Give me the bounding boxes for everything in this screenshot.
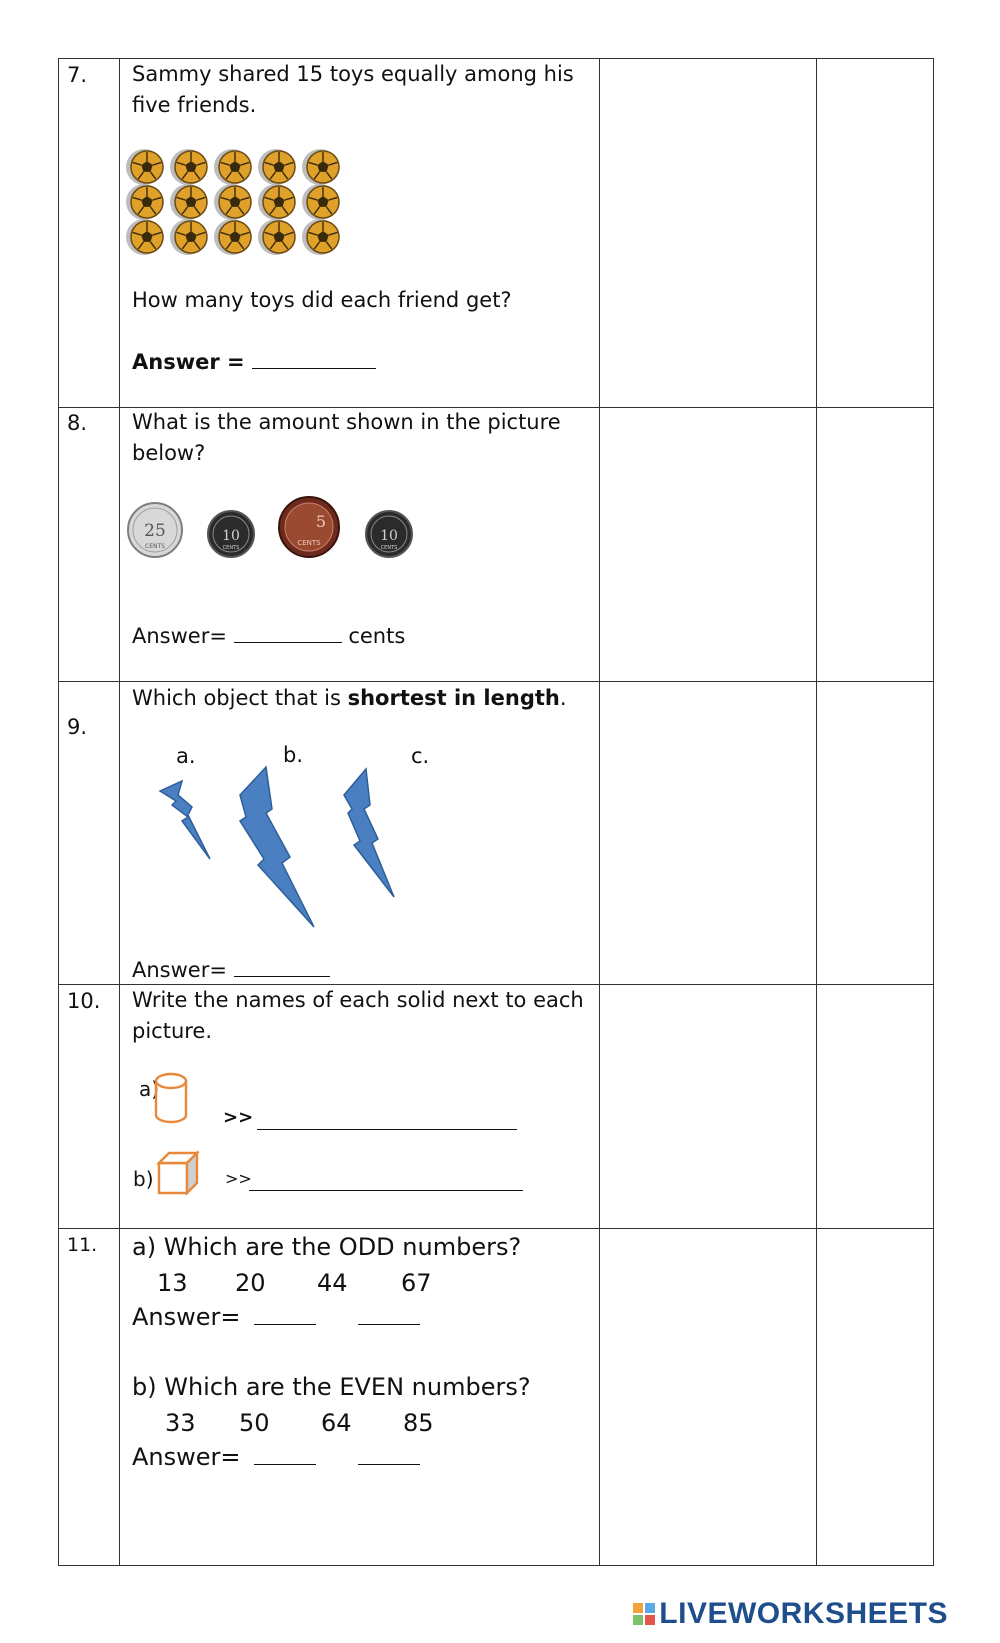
answer-equals: = — [227, 350, 245, 374]
number-option: 50 — [239, 1409, 270, 1437]
soccer-ball-icon — [258, 219, 295, 255]
column-divider — [816, 59, 817, 1565]
svg-text:10: 10 — [222, 528, 240, 544]
question-text: What is the amount shown in the picture below? — [132, 410, 561, 465]
coins-image — [125, 491, 425, 563]
soccer-ball-icon — [302, 219, 339, 255]
liveworksheets-logo-icon — [633, 1602, 657, 1628]
option-b-label: b. — [283, 743, 304, 767]
question-number: 11. — [67, 1234, 98, 1256]
soccer-ball-icon — [302, 149, 339, 185]
answer-label: Answer= — [132, 1443, 241, 1471]
question-number: 10. — [67, 989, 101, 1013]
number-option: 13 — [157, 1269, 188, 1297]
item-b-label: b) — [133, 1167, 154, 1191]
number-option: 20 — [235, 1269, 266, 1297]
answer-blank[interactable] — [254, 1444, 316, 1465]
soccer-ball-icon — [302, 184, 339, 220]
option-a-label: a. — [176, 744, 196, 768]
soccer-ball-icon — [126, 184, 163, 220]
answer-blank[interactable] — [234, 956, 330, 977]
soccer-ball-icon — [214, 219, 251, 255]
answer-label: Answer — [132, 350, 220, 374]
soccer-ball-icon — [214, 184, 251, 220]
answer-label: Answer= — [132, 958, 227, 982]
answer-blank[interactable] — [254, 1304, 316, 1325]
soccer-ball-icon — [170, 184, 207, 220]
soccer-ball-icon — [126, 149, 163, 185]
coin-10-cents — [366, 511, 412, 557]
answer-line — [132, 347, 376, 378]
number-option: 67 — [401, 1269, 432, 1297]
coin-10-cents — [208, 511, 254, 557]
answer-unit: cents — [348, 624, 406, 648]
answer-label: Answer= — [132, 1303, 241, 1331]
arrow-marker: >> — [223, 1107, 254, 1128]
column-divider — [119, 59, 120, 1565]
soccer-ball-icon — [258, 184, 295, 220]
svg-text:CENTS: CENTS — [222, 545, 240, 551]
number-option: 44 — [317, 1269, 348, 1297]
option-c-label: c. — [411, 744, 430, 768]
bolt-c — [344, 769, 394, 897]
soccer-ball-icon — [126, 219, 163, 255]
answer-line — [132, 1439, 420, 1475]
svg-text:10: 10 — [380, 528, 398, 544]
question-prompt: How many toys did each friend get? — [132, 288, 512, 312]
answer-line — [132, 1299, 420, 1335]
question-number: 9. — [67, 715, 88, 739]
answer-blank[interactable] — [252, 348, 376, 369]
soccer-ball-icon — [214, 149, 251, 185]
number-option: 85 — [403, 1409, 434, 1437]
item-a-label: a) — [139, 1077, 160, 1101]
liveworksheets-logo[interactable] — [633, 1597, 948, 1631]
coin-5-cents — [279, 497, 339, 557]
soccer-balls-image — [125, 147, 347, 257]
soccer-ball-icon — [170, 219, 207, 255]
cylinder-icon — [153, 1071, 189, 1127]
svg-text:25: 25 — [144, 521, 166, 541]
bolt-a — [160, 781, 210, 859]
svg-text:CENTS: CENTS — [297, 539, 321, 547]
odd-question: a) Which are the ODD numbers? — [132, 1233, 522, 1261]
question-number: 7. — [67, 63, 88, 87]
answer-blank[interactable] — [358, 1304, 420, 1325]
answer-line — [132, 621, 405, 652]
arrow-marker: >> — [225, 1169, 252, 1188]
cube-icon — [155, 1149, 203, 1197]
answer-blank[interactable] — [358, 1444, 420, 1465]
question-text: Which object that is shortest in length. — [132, 686, 567, 710]
row-divider — [59, 681, 933, 682]
soccer-ball-icon — [170, 149, 207, 185]
number-option: 33 — [165, 1409, 196, 1437]
question-text: Sammy shared 15 toys equally among his five friends. — [132, 62, 574, 117]
svg-text:5: 5 — [315, 512, 327, 531]
soccer-ball-icon — [258, 149, 295, 185]
brand-text: LIVEWORKSHEETS — [659, 1597, 948, 1630]
answer-blank[interactable] — [257, 1109, 517, 1130]
answer-line — [132, 955, 330, 986]
even-question: b) Which are the EVEN numbers? — [132, 1373, 531, 1401]
number-option: 64 — [321, 1409, 352, 1437]
answer-label: Answer= — [132, 624, 227, 648]
answer-blank[interactable] — [249, 1170, 523, 1191]
question-text: Write the names of each solid next to each picture. — [132, 988, 584, 1043]
answer-blank[interactable] — [234, 622, 342, 643]
svg-text:CENTS: CENTS — [145, 543, 165, 550]
lightning-bolts-image — [154, 765, 414, 933]
question-number: 8. — [67, 411, 88, 435]
coin-25-cents — [128, 503, 182, 557]
bolt-b — [240, 767, 314, 927]
svg-text:CENTS: CENTS — [380, 545, 398, 551]
worksheet-table — [58, 58, 934, 1566]
